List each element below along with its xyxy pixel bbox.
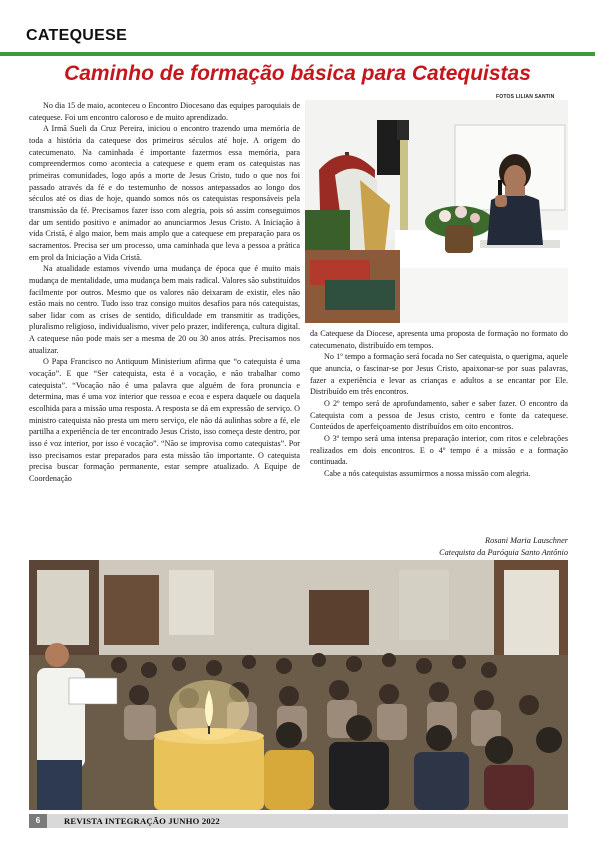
paragraph: A Irmã Sueli da Cruz Pereira, iniciou o encontro trazendo uma memória de toda a história da catequese dos primeiros séculos até hoje. A origem do catecumenato. Na caminhada é importante fazermos essa memória, para compreendermos como acontecia a catequese e quem eram os catequistas nas primeiras comunidades, logo após a morte de Jesus Cristo, tudo o que nos foi passado através da fé e do testemunho de nossos antepassados ao longo dos séculos até os dias de hoje, quando somos nós os catequistas responsáveis pela transmissão da fé. Precisamos fazer isso com alegria, pois só assim conseguimos dar um sentido positivo e animador ao anunciarmos Jesus Cristo. A Iniciação à vida Cristã, é algo maior, bem mais amplo que a catequese em preparação para os sacramentos. Precisa ser um processo, uma caminhada que leva a pessoa a prática em prol da Iniciação a Vida Cristã. xyxy=(29,124,300,262)
photo-credit: FOTOS LILIAN SANTIN xyxy=(496,94,555,100)
paragraph: Cabe a nós catequistas assumirmos a nossa missão com alegria. xyxy=(324,468,531,478)
page-footer xyxy=(29,814,568,828)
section-label: CATEQUESE xyxy=(26,27,128,44)
section-divider xyxy=(0,52,595,56)
magazine-name: REVISTA INTEGRAÇÃO JUNHO 2022 xyxy=(64,816,220,826)
author-role: Catequista da Paróquia Santo Antônio xyxy=(439,547,568,557)
paragraph: da Catequese da Diocese, apresenta uma proposta de formação no formato do catecumenato, distribuído em tempos. xyxy=(310,329,568,350)
article-column-right xyxy=(310,328,568,480)
paragraph: O Papa Francisco no Antiquum Ministerium afirma que “o catequista é uma vocação”. E que “Ser catequista, esta é a vocação, e não trabalhar como catequista”. “Vocação não é uma palavra que alguém de fora pronuncia e determina, mas é uma voz interior que ressoa e ecoa e espera daquele ou daquela escolhida para a missão uma resposta. A resposta se dá em expressão de serviço. O ministro catequista não presta um mero serviço, ele não dá aulinhas sobre a fé, ele partilha a experiência de ter encontrado Jesus Cristo, isso começa deste dentro, por isso é voz interior, por isso é vocação”. “Não se improvisa como catequistas”. Por isso precisamos estar preparados para esta missão tão importante. O catequista precisa buscar formação permanente, estar sempre atualizado. A Equipe de Coordenação xyxy=(29,357,300,483)
paragraph: O 3º tempo será uma intensa preparação interior, com ritos e celebrações realizados em dois encontros. E o 4º tempo é a missão e a formação continuada. xyxy=(310,433,568,467)
paragraph: No 1º tempo a formação será focada no Ser catequista, o querigma, aquele que anuncia, o fascinar-se por Jesus Cristo, apaixonar-se por suas palavras, fazer a experiência e levar as crianças e adultos a se encantar por Ele. Distribuído em três encontros. xyxy=(310,352,568,397)
audience-photo xyxy=(29,560,568,810)
article-column-left xyxy=(29,100,300,485)
paragraph: O 2º tempo será de aprofundamento, saber e saber fazer. O encontro da Catequista com a pessoa de Jesus cristo, centro e fonte da catequese. Conteúdos de aperfeiçoamento distribuídos em oito encontros. xyxy=(310,398,568,432)
article-signature xyxy=(310,535,568,558)
author-name: Rosani Maria Lauschner xyxy=(485,536,568,545)
page-number: 6 xyxy=(29,814,47,828)
section-header xyxy=(0,0,595,52)
paragraph: Na atualidade estamos vivendo uma mudança de época que é muito mais mudança de mentalidade, uma mudança bem mais radical. Valores são substituídos facilmente por outros. Mesmo que os valores não deixaram de existir, eles não estão mais no centro. Tudo isso traz consigo muitos desafios para nós catequistas, saber lidar com as crises de sentido, dificuldade em transmitir as tradições, pluralismo religioso, individualismo, viver pelo prazer, indiferença, cultura digital. A catequese não pode mais ser a mesma de 20 ou 30 anos atrás. Precisamos nos atualizar. xyxy=(29,264,300,355)
speaker-photo xyxy=(305,100,568,323)
article-title: Caminho de formação básica para Catequistas xyxy=(64,62,531,85)
paragraph: No dia 15 de maio, aconteceu o Encontro Diocesano das equipes paroquiais de catequese. Foi um encontro caloroso e de muito aprendizado. xyxy=(29,101,300,122)
